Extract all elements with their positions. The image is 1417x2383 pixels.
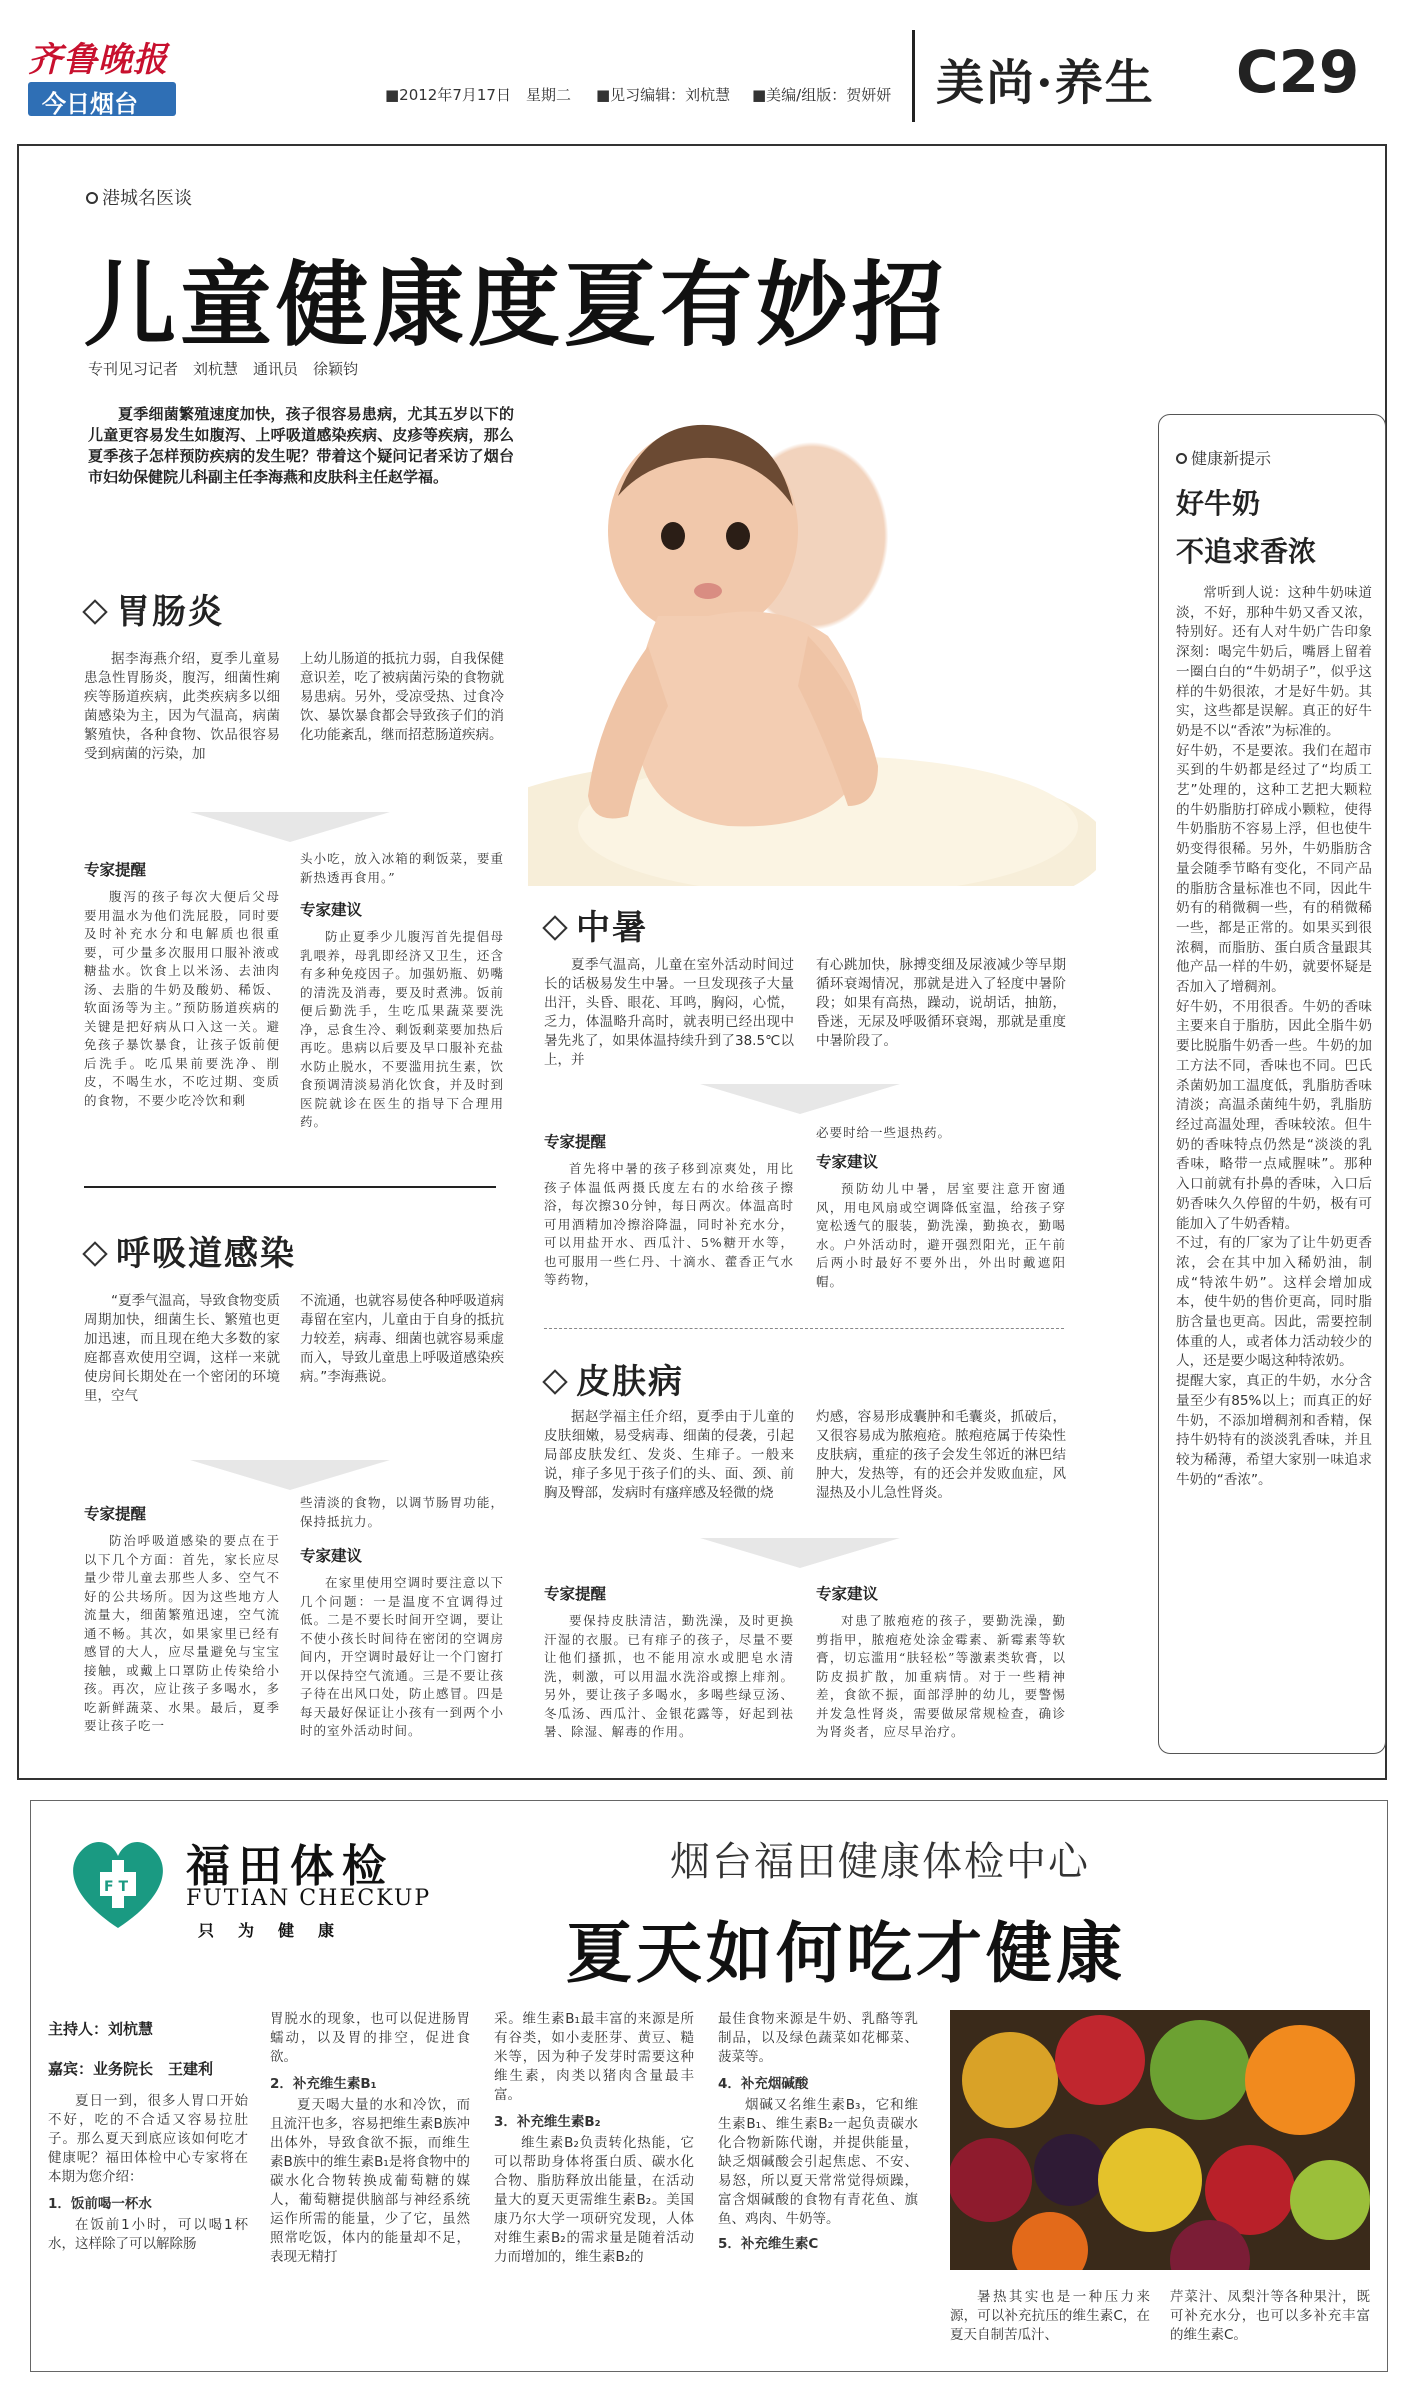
heat-rule [544, 1328, 1064, 1329]
futian-col5b: 芹菜汁、凤梨汁等各种果汁，既可补充水分，也可以多补充丰富的维生素C。 [1170, 2289, 1370, 2343]
divider-arrow [190, 1460, 390, 1490]
resp-col2: 不流通，也就容易使各种呼吸道病毒留在室内，儿童由于自身的抵抗力较差，病毒、细菌也就容易乘虚而入，导致儿童患上呼吸道感染疾病。”李海燕说。 [300, 1293, 504, 1385]
diamond-icon [82, 599, 107, 624]
fruit-photo [950, 2010, 1370, 2270]
skin-col2: 灼感，容易形成囊肿和毛囊炎，抓破后，又很容易成为脓疱疮。脓疱疮属于传染性皮肤病，重症的孩子会发生邻近的淋巴结肿大，发热等，有的还会并发败血症，风湿热及小儿急性肾炎。 [816, 1409, 1066, 1501]
futian-slogan: 只 为 健 康 [198, 1921, 339, 1940]
heat-tip-text: 首先将中暑的孩子移到凉爽处，用比孩子体温低两摄氏度左右的水给孩子擦浴，每次擦30分钟，每日两次。体温高时可用酒精加冷擦浴降温，同时补充水分，可以用盐开水、西瓜汁、5%糖开水等，也可服用一些仁丹、十滴水、藿香正气水等药物， [544, 1161, 794, 1287]
heat-tip-cont: 必要时给一些退热药。 [816, 1125, 952, 1140]
gastro-tip-cont: 头小吃，放入冰箱的剩饭菜，要重新热透再食用。” [300, 851, 504, 885]
skin-col1: 据赵学福主任介绍，夏季由于儿童的皮肤细嫩，易受病毒、细菌的侵袭，引起局部皮肤发红、发炎、生痱子。一般来说，痱子多见于孩子们的头、面、颈、前胸及臀部，发病时有瘙痒感及轻微的烧 [544, 1409, 794, 1501]
edition-label: 今日烟台 [42, 90, 138, 118]
heat-tip-label: 专家提醒 [544, 1133, 607, 1151]
gastro-advice-label: 专家建议 [300, 901, 363, 919]
article-headline: 儿童健康度夏有妙招 [84, 252, 949, 359]
paper-logo: 齐鲁晚报 [28, 40, 168, 80]
section-gastro-title: 胃肠炎 [80, 584, 224, 633]
article-lead: 夏季细菌繁殖速度加快，孩子很容易患病，尤其五岁以下的儿童更容易发生如腹泻、上呼吸道感染疾病、皮疹等疾病，那么夏季孩子怎样预防疾病的发生呢？带着这个疑问记者采访了烟台市妇幼保健院儿科副主任李海燕和皮肤科主任赵学福。 [88, 405, 514, 486]
baby-figure [528, 386, 1096, 886]
masthead-divider [912, 30, 915, 122]
article-byline: 专刊见习记者 刘杭慧 通讯员 徐颖钧 [88, 360, 359, 378]
divider-arrow [700, 1084, 900, 1114]
futian-col3: 采。维生素B₁最丰富的来源是所有谷类，如小麦胚芽、黄豆、糙米等，因为种子发芽时需要这种维生素，肉类以猪肉含量最丰富。 3．补充维生素B₂ 维生素B₂负责转化热能，它可以帮助身体将蛋白质、碳水化合物、脂肪释放出能量，在活动量大的夏天更需维生素B₂。美国康乃尔大学一项研究发现，人体对维生素B₂的需求量是随着活动力而增加的，维生素B₂的 [494, 2011, 694, 2265]
futian-center: 烟台福田健康体检中心 [670, 1839, 1090, 1885]
futian-col2: 胃脱水的现象，也可以促进肠胃蠕动，以及胃的排空，促进食欲。 2．补充维生素B₁ 夏天喝大量的水和冷饮，而且流汗也多，容易把维生素B族冲出体外，导致食欲不振，而维生素B族中的维生素B₁是将食物中的碳水化合物转换成葡萄糖的媒人，葡萄糖提供脑部与神经系统运作所需的能量，少了它，虽然照常吃饭，体内的能量却不足，表现无精打 [270, 2011, 470, 2265]
article-kicker: 港城名医谈 [86, 184, 192, 210]
sidebar-kicker: 健康新提示 [1176, 446, 1271, 469]
svg-text:F T: F T [104, 1879, 128, 1895]
resp-advice-text: 在家里使用空调时要注意以下几个问题：一是温度不宜调得过低。二是不要长时间开空调，要让不使小孩长时间待在密闭的空调房间内，开空调时最好让一个门窗打开以保持空气流通。三是不要让孩子待在出风口处，防止感冒。四是每天最好保证让小孩有一到两个小时的室外活动时间。 [300, 1575, 504, 1738]
resp-tip-label: 专家提醒 [84, 1505, 147, 1523]
resp-tip-cont: 些清淡的食物，以调节肠胃功能，保持抵抗力。 [300, 1495, 504, 1529]
futian-headline: 夏天如何吃才健康 [566, 1915, 1126, 1992]
resp-advice-label: 专家建议 [300, 1547, 363, 1565]
sidebar-title-1: 好牛奶 [1176, 487, 1261, 520]
skin-tip-text: 要保持皮肤清洁，勤洗澡，及时更换汗湿的衣服。已有痱子的孩子，尽量不要让他们搔抓，也不能用凉水或肥皂水清洗，刺激，可以用温水洗浴或擦上痱剂。另外，要让孩子多喝水，多喝些绿豆汤、冬瓜汤、西瓜汁、金银花露等，好起到祛暑、除湿、解毒的作用。 [544, 1613, 794, 1739]
futian-logo-cn: 福田体检 [186, 1841, 394, 1892]
section-skin-title: 皮肤病 [540, 1354, 684, 1403]
gastro-advice-text: 防止夏季少儿腹泻首先提倡母乳喂养，母乳即经济又卫生，还含有多种免疫因子。加强奶瓶、奶嘴的清洗及消毒，要及时煮沸。饭前便后勤洗手，生吃瓜果蔬菜要洗净，忌食生冷、剩饭剩菜要加热后再吃。患病以后要及早口服补充盐水防止脱水，不要滥用抗生素，饮食预调清淡易消化饮食，并及时到医院就诊在医生的指导下合理用药。 [300, 929, 504, 1129]
kicker-dot-icon [1176, 453, 1187, 464]
futian-logo-en: FUTIAN CHECKUP [186, 1886, 432, 1911]
diamond-icon [82, 1241, 107, 1266]
sidebar-title-2: 不追求香浓 [1176, 535, 1317, 568]
kicker-dot-icon [86, 192, 98, 204]
skin-tip-label: 专家提醒 [544, 1585, 607, 1603]
page-number: C29 [1236, 38, 1360, 106]
futian-logo-icon [62, 1828, 174, 1940]
futian-host: 主持人：刘杭慧 [48, 2020, 154, 2038]
futian-guest: 嘉宾：业务院长 王建利 [48, 2060, 214, 2078]
futian-col4: 最佳食物来源是牛奶、乳酪等乳制品，以及绿色蔬菜如花椰菜、菠菜等。 4．补充烟碱酸 烟碱又名维生素B₃，它和维生素B₁、维生素B₂一起负责碳水化合物新陈代谢，并提供能量，缺乏烟碱酸会引起焦虑、不安、易怒，所以夏天常常觉得烦躁，富含烟碱酸的食物有青花鱼、旗鱼、鸡肉、牛奶等。 5．补充维生素C [718, 2011, 918, 2252]
gastro-tip-label: 专家提醒 [84, 861, 147, 879]
issue-date: ■2012年7月17日 星期二 [385, 86, 571, 104]
issue-editor: ■见习编辑：刘杭慧 [596, 86, 731, 104]
section-title: 美尚·养生 [936, 55, 1155, 111]
baby-photo [528, 386, 1096, 886]
section-resp-title: 呼吸道感染 [80, 1226, 296, 1275]
gastro-col2: 上幼儿肠道的抵抗力弱，自我保健意识差，吃了被病菌污染的食物就易患病。另外，受凉受热、过食冷饮、暴饮暴食都会导致孩子们的消化功能紊乱，继而招惹肠道疾病。 [300, 651, 504, 743]
heat-col1: 夏季气温高，儿童在室外活动时间过长的话极易发生中暑。一旦发现孩子大量出汗，头昏、眼花、耳鸣，胸闷，心慌，乏力，体温略升高时，就表明已经出现中暑先兆了，如果体温持续升到了38.5℃以上，并 [544, 957, 794, 1068]
issue-designer: ■美编/组版：贺妍妍 [752, 86, 892, 104]
heat-advice-label: 专家建议 [816, 1153, 879, 1171]
divider-arrow [190, 812, 390, 842]
gastro-rule [84, 1186, 496, 1188]
masthead [0, 0, 1417, 130]
gastro-tip-text: 腹泻的孩子每次大便后父母要用温水为他们洗屁股，同时要及时补充水分和电解质也很重要，可少量多次服用口服补液或糖盐水。饮食上以米汤、去油肉汤、去脂的牛奶及酸奶、稀饭、软面汤等为主。”预防肠道疾病的关键是把好病从口入这一关。避免孩子暴饮暴食，让孩子饭前便后洗手。吃瓜果前要洗净、削皮，不喝生水，不吃过期、变质的食物，不要少吃冷饮和剩 [84, 889, 280, 1108]
resp-col1: “夏季气温高，导致食物变质周期加快，细菌生长、繁殖也更加迅速，而且现在绝大多数的家庭都喜欢使用空调，这样一来就使房间长期处在一个密闭的环境里，空气 [84, 1293, 280, 1404]
skin-advice-label: 专家建议 [816, 1585, 879, 1603]
heat-advice-text: 预防幼儿中暑，居室要注意开窗通风，用电风扇或空调降低室温，给孩子穿宽松透气的服装，勤洗澡，勤换衣，勤喝水。户外活动时，避开强烈阳光，正午前后两小时最好不要外出，外出时戴遮阳帽。 [816, 1181, 1066, 1289]
resp-tip-text: 防治呼吸道感染的要点在于以下几个方面：首先，家长应尽量少带儿童去那些人多、空气不好的公共场所。因为这些地方人流量大，细菌繁殖迅速，空气流通不畅。其次，如果家里已经有感冒的大人，应尽量避免与宝宝接触，或戴上口罩防止传染给小孩。再次，应让孩子多喝水，多吃新鲜蔬菜、水果。最后，夏季要让孩子吃一 [84, 1533, 280, 1733]
section-heat-title: 中暑 [540, 900, 648, 949]
sidebar-body: 常听到人说：这种牛奶味道淡，不好，那种牛奶又香又浓，特别好。还有人对牛奶广告印象深刻：喝完牛奶后，嘴唇上留着一圈白白的“牛奶胡子”，似乎这样的牛奶很浓，才是好牛奶。其实，这些都是误解。真正的好牛奶是不以“香浓”为标准的。 好牛奶，不是要浓。我们在超市买到的牛奶都是经过了“均质工艺”处理的，这种工艺把大颗粒的牛奶脂肪打碎成小颗粒，使得牛奶脂肪不容易上浮，但也使牛奶变得很稀。另外，牛奶脂肪含量会随季节略有变化，不同产品的脂肪含量标准也不同，因此牛奶有的稍微稠一些，有的稍微稀一些，都是正常的。如果买到很浓稠，而脂肪、蛋白质含量跟其他产品一样的牛奶，就要怀疑是否加入了增稠剂。 好牛奶，不用很香。牛奶的香味主要来自于脂肪，因此全脂牛奶要比脱脂牛奶香一些。牛奶的加工方法不同，香味也不同。巴氏杀菌奶加工温度低，乳脂肪香味清淡；高温杀菌纯牛奶，乳脂肪经过高温处理，香味较浓。但牛奶的香味特点仍然是“淡淡的乳香味，略带一点咸腥味”。那种入口前就有扑鼻的香味，入口后奶香味久久停留的牛奶，极有可能加入了牛奶香精。 不过，有的厂家为了让牛奶更香浓，会在其中加入稀奶油，制成“特浓牛奶”。这样会增加成本，使牛奶的售价更高，同时脂肪含量也更高。因此，需要控制体重的人，或者体力活动较少的人，还是要少喝这种特浓奶。 提醒大家，真正的牛奶，水分含量至少有85%以上；而真正的好牛奶，不添加增稠剂和香精，保持牛奶特有的淡淡乳香味，并且较为稀薄，希望大家别一味追求牛奶的“香浓”。 [1176, 585, 1372, 1488]
futian-col1: 夏日一到，很多人胃口开始不好，吃的不合适又容易拉肚子。那么夏天到底应该如何吃才健康呢？福田体检中心专家将在本期为您介绍： 1．饭前喝一杯水 在饭前1小时，可以喝1杯水，这样除了可以解除肠 [48, 2093, 248, 2252]
diamond-icon [542, 1369, 567, 1394]
heat-col2: 有心跳加快，脉搏变细及尿液减少等早期循环衰竭情况，那就是进入了轻度中暑阶段；如果有高热，躁动，说胡话，抽筋，昏迷，无尿及呼吸循环衰竭，那就是重度中暑阶段了。 [816, 957, 1066, 1049]
gastro-col1: 据李海燕介绍，夏季儿童易患急性胃肠炎，腹泻，细菌性痢疾等肠道疾病，此类疾病多以细菌感染为主，因为气温高，病菌繁殖快，各种食物、饮品很容易受到病菌的污染，加 [84, 651, 280, 762]
divider-arrow [700, 1538, 900, 1568]
skin-advice-text: 对患了脓疱疮的孩子，要勤洗澡，勤剪指甲，脓疱疮处涂金霉素、新霉素等软膏，切忘滥用“肤轻松”等激素类软膏，以防皮损扩散，加重病情。对于一些精神差，食欲不振，面部浮肿的幼儿，要警惕并发急性肾炎，需要做尿常规检查，确诊为肾炎者，应尽早治疗。 [816, 1613, 1066, 1739]
futian-col5a: 暑热其实也是一种压力来源，可以补充抗压的维生素C，在夏天自制苦瓜汁、 [950, 2289, 1150, 2343]
diamond-icon [542, 915, 567, 940]
